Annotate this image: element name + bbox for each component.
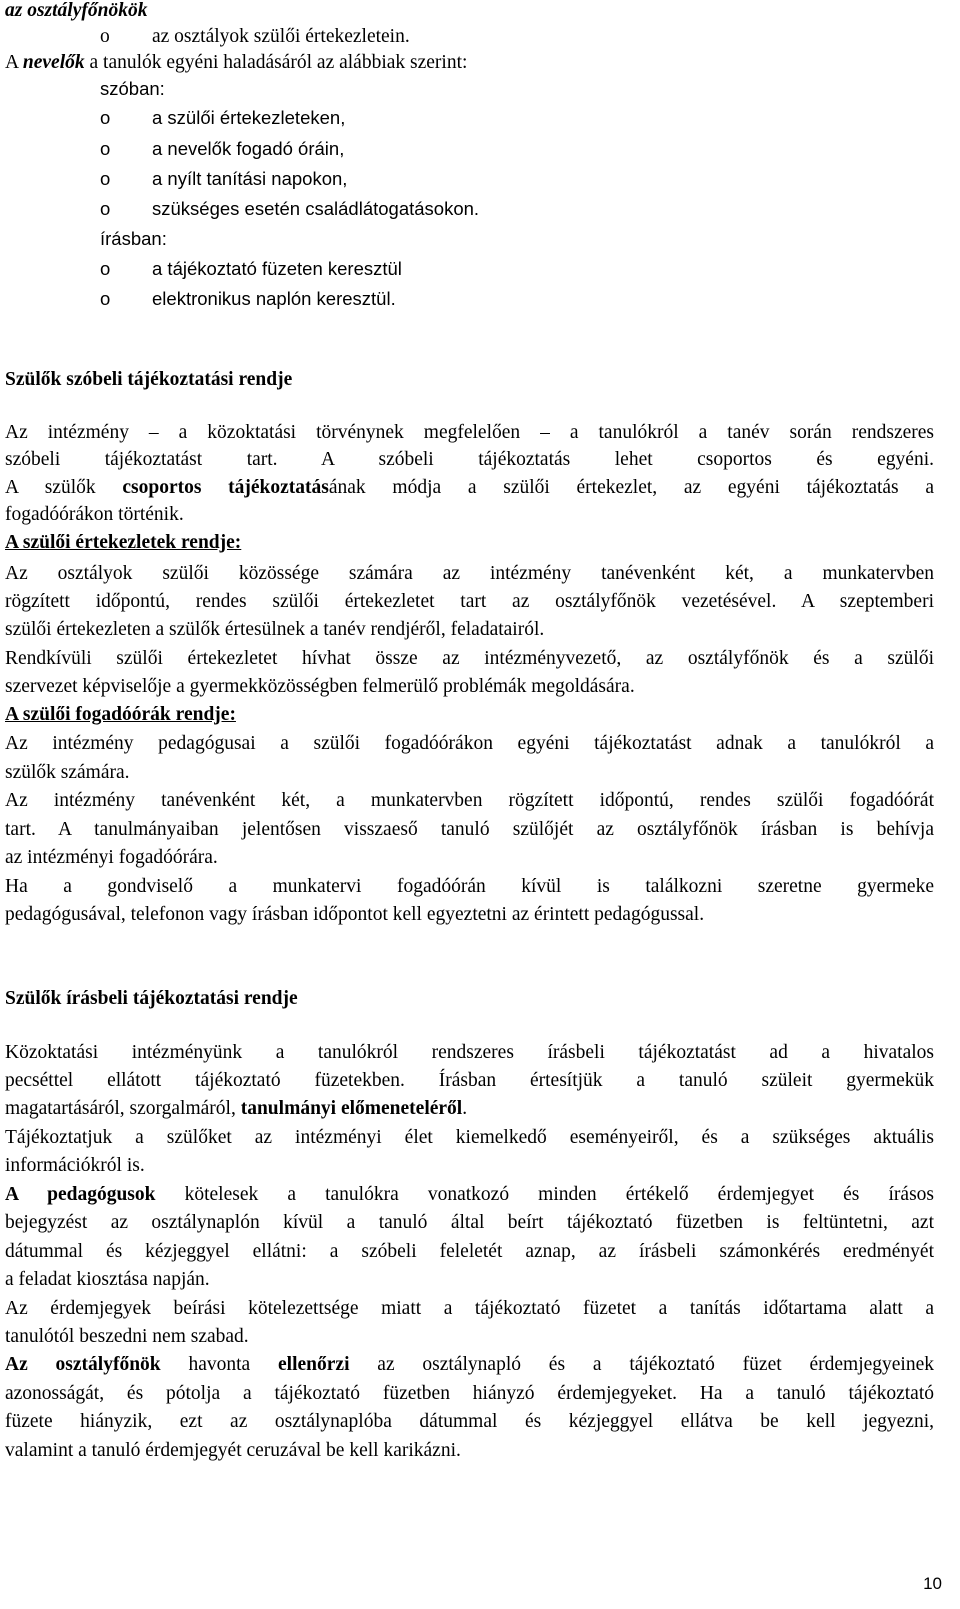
text-run: A szülők (5, 477, 123, 498)
intro-emphasis: nevelők (22, 52, 85, 73)
bullet-marker: o (100, 168, 111, 189)
oral-label: szóban: (100, 78, 165, 99)
paragraph-line (5, 1182, 934, 1208)
paragraph-line: fogadóórákon történik. (5, 504, 184, 525)
subheading: A szülői fogadóórák rendje: (5, 704, 236, 725)
paragraph-line: rögzített időpontú, rendes szülői értekezletet tart az osztályfőnök vezetésével. A szeptemberi (5, 591, 934, 612)
paragraph-line: szülői értekezleten a szülők értesülnek a tanév rendjéről, feladatairól. (5, 619, 545, 640)
list-item: a szülői értekezleteken, (152, 107, 346, 128)
bold-run: A pedagógusok (5, 1184, 156, 1205)
bold-run: csoportos tájékoztatás (122, 477, 329, 498)
paragraph-line: Az osztályok szülői közössége számára az intézmény tanévenként két, a munkatervben (5, 563, 934, 584)
list-item: elektronikus naplón keresztül. (152, 288, 396, 309)
paragraph-line: dátummal és kézjeggyel ellátni: a szóbeli feleletét aznap, az írásbeli számonkérés eredményét (5, 1241, 934, 1262)
paragraph-line: pedagógusával, telefonon vagy írásban időpontot kell egyeztetni az érintett pedagógussal. (5, 904, 705, 925)
paragraph-line: az intézményi fogadóórára. (5, 847, 218, 868)
paragraph-line: füzete hiányzik, ezt az osztálynaplóba dátummal és kézjeggyel ellátva be kell jegyezni, (5, 1411, 934, 1432)
section-title: Szülők írásbeli tájékoztatási rendje (5, 988, 298, 1009)
bullet-marker: o (100, 198, 111, 219)
paragraph-line: a feladat kiosztása napján. (5, 1269, 210, 1290)
list-item: a nyílt tanítási napokon, (152, 168, 348, 189)
text-run: kötelesek a tanulókra vonatkozó minden értékelő érdemjegyet és írásos (155, 1184, 934, 1205)
subheading: A szülői értekezletek rendje: (5, 532, 242, 553)
paragraph-line: Az érdemjegyek beírási kötelezettsége miatt a tájékoztató füzetet a tanítás időtartama alatt a (5, 1298, 934, 1319)
bold-run: tanulmányi előmeneteléről (240, 1098, 463, 1119)
page-number: 10 (923, 1574, 942, 1593)
section-title: Szülők szóbeli tájékoztatási rendje (5, 369, 293, 390)
paragraph-line (5, 1352, 934, 1378)
paragraph-line: információkról is. (5, 1155, 145, 1176)
paragraph-line (5, 1096, 467, 1122)
intro-text-rest: a tanulók egyéni haladásáról az alábbiak szerint: (84, 52, 468, 73)
paragraph-line: tanulótól beszedni nem szabad. (5, 1326, 249, 1347)
bullet-marker: o (100, 258, 111, 279)
text-run: havonta (160, 1354, 279, 1375)
written-label: írásban: (100, 228, 167, 249)
paragraph-line: pecséttel ellátott tájékoztató füzetekben. Írásban értesítjük a tanuló szüleit gyermekük (5, 1070, 934, 1091)
paragraph-line: Tájékoztatjuk a szülőket az intézményi élet kiemelkedő eseményeiről, és a szükséges aktuális (5, 1127, 934, 1148)
bold-run: ellenőrzi (278, 1354, 350, 1375)
paragraph-line: szülők számára. (5, 762, 130, 783)
text-run: az osztálynapló és a tájékoztató füzet érdemjegyeinek (349, 1354, 934, 1375)
text-run: ának módja a szülői értekezlet, az egyéni tájékoztatás a (328, 477, 935, 498)
bold-run: Az osztályfőnök (5, 1354, 161, 1375)
bullet-marker: o (100, 26, 110, 47)
top-heading: az osztályfőnökök (5, 0, 148, 21)
paragraph-line: valamint a tanuló érdemjegyét ceruzával be kell karikázni. (5, 1440, 461, 1461)
paragraph-line: Ha a gondviselő a munkatervi fogadóórán kívül is találkozni szeretne gyermeke (5, 876, 934, 897)
paragraph-line: Közoktatási intézményünk a tanulókról rendszeres írásbeli tájékoztatást ad a hivatalos (5, 1042, 934, 1063)
paragraph-line: azonosságát, és pótolja a tájékoztató füzetben hiányzó érdemjegyeket. Ha a tanuló tájékoztató (5, 1383, 934, 1404)
paragraph-line: Az intézmény – a közoktatási törvénynek megfelelően – a tanulókról a tanév során rendszeres (5, 422, 934, 443)
text-run: magatartásáról, szorgalmáról, (5, 1098, 241, 1119)
paragraph-line: szervezet képviselője a gyermekközösségben felmerülő problémák megoldására. (5, 676, 635, 697)
intro-line (5, 50, 467, 76)
paragraph-line (5, 475, 934, 501)
paragraph-line: Rendkívüli szülői értekezletet hívhat össze az intézményvezető, az osztályfőnök és a szülői (5, 648, 934, 669)
list-item: a nevelők fogadó óráin, (152, 138, 345, 159)
paragraph-line: bejegyzést az osztálynaplón kívül a tanuló által beírt tájékoztató füzetben is feltüntetni, azt (5, 1212, 934, 1233)
list-item: a tájékoztató füzeten keresztül (152, 258, 402, 279)
list-item: az osztályok szülői értekezletein. (152, 26, 410, 47)
paragraph-line: Az intézmény pedagógusai a szülői fogadóórákon egyéni tájékoztatást adnak a tanulókról a (5, 733, 934, 754)
text-run: . (462, 1098, 468, 1119)
bullet-marker: o (100, 107, 111, 128)
paragraph-line: Az intézmény tanévenként két, a munkatervben rögzített időpontú, rendes szülői fogadóórát (5, 790, 934, 811)
bullet-marker: o (100, 288, 111, 309)
bullet-marker: o (100, 138, 111, 159)
paragraph-line: szóbeli tájékoztatást tart. A szóbeli tájékoztatás lehet csoportos és egyéni. (5, 449, 934, 470)
paragraph-line: tart. A tanulmányaiban jelentősen visszaeső tanuló szülőjét az osztályfőnök írásban is behívja (5, 819, 934, 840)
intro-text: A (5, 52, 23, 73)
list-item: szükséges esetén családlátogatásokon. (152, 198, 480, 219)
